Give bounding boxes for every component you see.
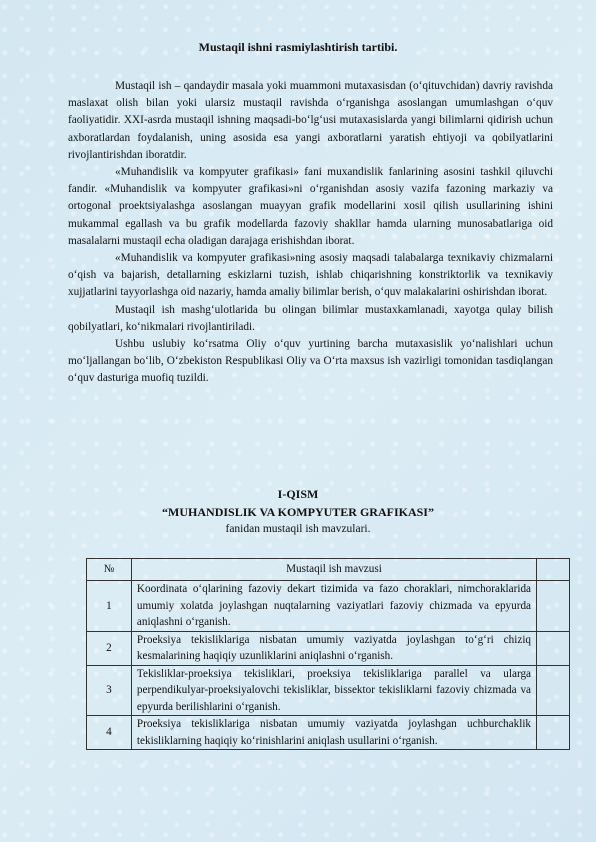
row-topic: Proeksiya tekisliklariga nisbatan umumiy vaziyatda joylashgan to‘g‘ri chiziq kesmalarining haqiqiy uzunliklarini aniqlashni o‘rganish. [131, 631, 536, 665]
row-topic: Koordinata o‘qlarining fazoviy dekart tizimida va fazo choraklari, nimchoraklarida umumiy xolatda joylashgan nuqtalarning vaziyatlari fazoviy chizmada va epyurda aniqlashni o‘rganish. [131, 581, 536, 632]
row-extra-cell [537, 716, 570, 750]
row-extra-cell [537, 631, 570, 665]
table-row [87, 716, 570, 750]
column-header-extra [537, 559, 570, 581]
section-subtitle: fanidan mustaqil ish mavzulari. [225, 523, 371, 535]
paragraph: Mustaqil ish mashg‘ulotlarida bu olingan bilimlar mustaxkamlanadi, xayotga qulay bilish qobilyatlari, ko‘nikmalari rivojlantiriladi. [68, 303, 553, 333]
row-number: 3 [87, 665, 132, 716]
column-header-number: № [87, 559, 132, 581]
row-number: 4 [87, 716, 132, 750]
paragraph: Ushbu uslubiy ko‘rsatma Oliy o‘quv yurtining barcha mutaxasislik yo‘nalishlari uchun mo‘ljallangan bo‘lib, O‘zbekiston Respublikasi Oliy va O‘rta maxsus ish vazirligi tomonidan tasdiqlangan o‘quv dasturiga muofiq tuzildi. [68, 338, 553, 385]
table-row [87, 581, 570, 632]
paragraph: Mustaqil ish – qandaydir masala yoki muammoni mutaxasisdan (o‘qituvchidan) davriy ravishda maslaxat olish bilan yoki ularsiz mustaqil ravishda o‘rganishga asoslangan umumlashgan o‘quv faoliyatidir. XXI-asrda mustaqil ishning maqsadi-bo‘lg‘usi mutaxasislarda yangi bilimlarni qidirish uchun axboratlardan foydalanish, uning asosida esa yangi axboratlarni yaratish ehtiyoji va qobilyatlarini rivojlantirishdan iboratdir. [68, 80, 553, 161]
table-row [87, 665, 570, 716]
table-row [87, 631, 570, 665]
row-topic: Tekisliklar-proeksiya tekisliklari, proeksiya tekisliklariga parallel va ularga perpendikulyar-proeksiyalovchi tekisliklar, bissektor tekisliklarni fazoviy chizmada va epyurda berilishlarini o‘rganish. [131, 665, 536, 716]
row-number: 2 [87, 631, 132, 665]
row-number: 1 [87, 581, 132, 632]
row-extra-cell [537, 581, 570, 632]
paragraph: «Muhandislik va kompyuter grafikasi»ning asosiy maqsadi talabalarga texnikaviy chizmalarni o‘qish va bajarish, detallarning eskizlarni tuzish, ishlab chiqarishning konstriktorlik va texnikaviy xujjatlarini tayyorlashga oid nazariy, hamda amaliy bilimlar berish, o‘quv malakalarini oshirishdan iborat. [68, 252, 553, 299]
document-title: Mustaqil ishni rasmiylashtirish tartibi. [198, 40, 398, 54]
subject-heading: “MUHANDISLIK VA KOMPYUTER GRAFIKASI” [162, 505, 434, 519]
table-header-row [87, 559, 570, 581]
part-heading: I-QISM [277, 487, 319, 501]
row-extra-cell [537, 665, 570, 716]
column-header-topic: Mustaqil ish mavzusi [131, 559, 536, 581]
intro-text [68, 78, 553, 388]
paragraph: «Muhandislik va kompyuter grafikasi» fani muxandislik fanlarining asosini tashkil qiluvchi fandir. «Muhandislik va kompyuter grafikasi»ni o‘rganishdan asosiy vazifa fazoning markaziy va ortogonal proektsiyalashga asoslangan muayyan grafik modellarini xosil qilish usullarining ishini mukammal egallash va bu grafik modellarda fazoviy shakllar hamda ularning munosabatlariga oid masalalarni mustaqil echa oladigan darajaga erishishdan iborat. [68, 166, 553, 247]
row-topic: Proeksiya tekisliklariga nisbatan umumiy vaziyatda joylashgan uchburchaklik tekisliklarning haqiqiy ko‘rinishlarini aniqlash usullarini o‘rganish. [131, 716, 536, 750]
topics-table [86, 558, 570, 750]
